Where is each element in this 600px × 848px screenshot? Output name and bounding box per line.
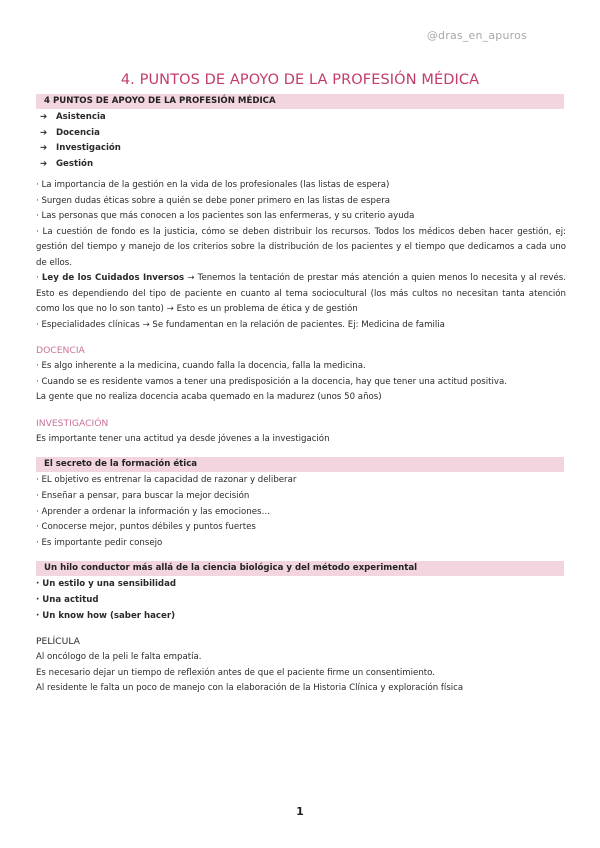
arrow-icon: ➔ bbox=[40, 158, 48, 169]
list-item: · Conocerse mejor, puntos débiles y puntos fuertes bbox=[36, 522, 256, 533]
bullet-list bbox=[40, 110, 566, 172]
arrow-icon: ➔ bbox=[40, 127, 48, 138]
list-item: · Un know how (saber hacer) bbox=[36, 610, 176, 621]
paragraph: · Es algo inherente a la medicina, cuando falla la docencia, falla la medicina. bbox=[36, 361, 366, 372]
paragraph: · Las personas que más conocen a los pacientes son las enfermeras, y su criterio ayuda bbox=[36, 211, 415, 222]
paragraph: · Cuando se es residente vamos a tener una predisposición a la docencia, hay que tener una actitud positiva. bbox=[36, 376, 507, 387]
paragraph: Es necesario dejar un tiempo de reflexión antes de que el paciente firme un consentimiento. bbox=[36, 667, 435, 678]
paragraph-ley-cuidados: · Ley de los Cuidados Inversos → Tenemos la tentación de prestar más atención a quien menos lo necesita y al revés. Esto es dependiendo del tipo de paciente en cuanto al tema sociocultural (los más cultos no necesitan tanta atención como los que no lo son tanto) → Esto es un problema de ética y de gestión bbox=[36, 273, 566, 315]
list-item: · EL objetivo es entrenar la capacidad de razonar y deliberar bbox=[36, 475, 297, 486]
watermark: @dras_en_apuros bbox=[426, 29, 527, 42]
bullet-item: ➔ Asistencia bbox=[40, 110, 566, 126]
content-body bbox=[36, 94, 566, 697]
list-item: · Aprender a ordenar la información y las emociones… bbox=[36, 506, 271, 517]
list-item: · Es importante pedir consejo bbox=[36, 537, 163, 548]
paragraph: · Surgen dudas éticas sobre a quién se debe poner primero en las listas de espera bbox=[36, 195, 391, 206]
paragraph: Es importante tener una actitud ya desde jóvenes a la investigación bbox=[36, 433, 330, 444]
paragraph: · La importancia de la gestión en la vida de los profesionales (las listas de espera) bbox=[36, 180, 390, 191]
paragraph: Al residente le falta un poco de manejo con la elaboración de la Historia Clínica y exploración física bbox=[36, 683, 464, 694]
section-bar-puntos: 4 PUNTOS DE APOYO DE LA PROFESIÓN MÉDICA bbox=[36, 94, 564, 109]
section-bar-hilo: Un hilo conductor más allá de la ciencia biológica y del método experimental bbox=[36, 561, 564, 576]
bullet-item: ➔ Gestión bbox=[40, 157, 566, 173]
page-number: 1 bbox=[296, 805, 304, 818]
list-item: · Una actitud bbox=[36, 594, 99, 605]
paragraph: · La cuestión de fondo es la justicia, cómo se deben distribuir los recursos. Todos los médicos deben hacer gestión, ej: gestión del tiempo y manejo de los criterios sobre la distribución de los pacientes y el tiempo que dedicamos a cada uno de ellos. bbox=[36, 226, 566, 268]
paragraph: · Especialidades clínicas → Se fundamentan en la relación de pacientes. Ej: Medicina de familia bbox=[36, 319, 445, 330]
ley-term: Ley de los Cuidados Inversos bbox=[41, 273, 185, 284]
list-item: · Un estilo y una sensibilidad bbox=[36, 579, 177, 590]
heading-investigacion: INVESTIGACIÓN bbox=[36, 417, 109, 429]
list-item: · Enseñar a pensar, para buscar la mejor decisión bbox=[36, 490, 250, 501]
bullet-item: ➔ Investigación bbox=[40, 141, 566, 157]
section-bar-secreto: El secreto de la formación ética bbox=[36, 457, 564, 472]
heading-pelicula: PELÍCULA bbox=[36, 636, 80, 648]
arrow-icon: ➔ bbox=[40, 112, 48, 122]
paragraph: Al oncólogo de la peli le falta empatía. bbox=[36, 652, 202, 663]
page-title: 4. PUNTOS DE APOYO DE LA PROFESIÓN MÉDICA bbox=[120, 72, 480, 88]
arrow-icon: ➔ bbox=[40, 143, 48, 154]
heading-docencia: DOCENCIA bbox=[36, 345, 85, 357]
paragraph: La gente que no realiza docencia acaba quemado en la madurez (unos 50 años) bbox=[36, 392, 382, 403]
bullet-item: ➔ Docencia bbox=[40, 126, 566, 142]
